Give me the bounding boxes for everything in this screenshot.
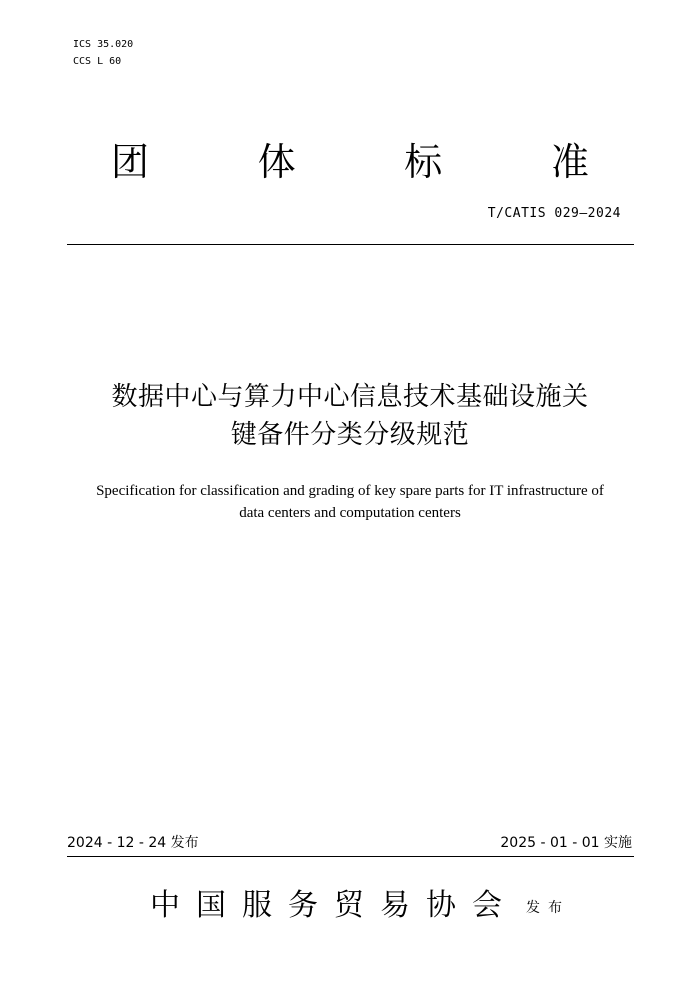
standard-type-char-1: 团 (110, 140, 149, 184)
chinese-title-line-2: 键备件分类分级规范 (230, 420, 470, 450)
footer-divider (67, 856, 634, 857)
english-title-line-2: data centers and computation centers (239, 505, 461, 521)
chinese-title-line-1: 数据中心与算力中心信息技术基础设施关 (111, 382, 589, 412)
publisher-name: 中国服务贸易协会 (150, 888, 518, 923)
ics-code: ICS 35.020 (73, 39, 134, 50)
english-title-line-1: Specification for classification and grading of key spare parts for IT infrastructure of (96, 483, 604, 499)
publisher (150, 886, 570, 926)
standard-type-char-3: 标 (404, 140, 443, 184)
classification-codes (73, 36, 133, 70)
english-title (50, 480, 650, 524)
standard-type-heading (100, 138, 600, 186)
ccs-code: CCS L 60 (73, 56, 122, 67)
standard-number: T/CATIS 029—2024 (487, 206, 621, 221)
chinese-title (40, 378, 660, 454)
standard-type-char-4: 准 (550, 140, 589, 184)
issue-date: 2024 - 12 - 24 发布 (67, 835, 199, 851)
implementation-date: 2025 - 01 - 01 实施 (500, 835, 632, 851)
standard-type-char-2: 体 (257, 140, 296, 184)
publisher-suffix: 发布 (526, 900, 570, 916)
header-divider (67, 244, 634, 245)
